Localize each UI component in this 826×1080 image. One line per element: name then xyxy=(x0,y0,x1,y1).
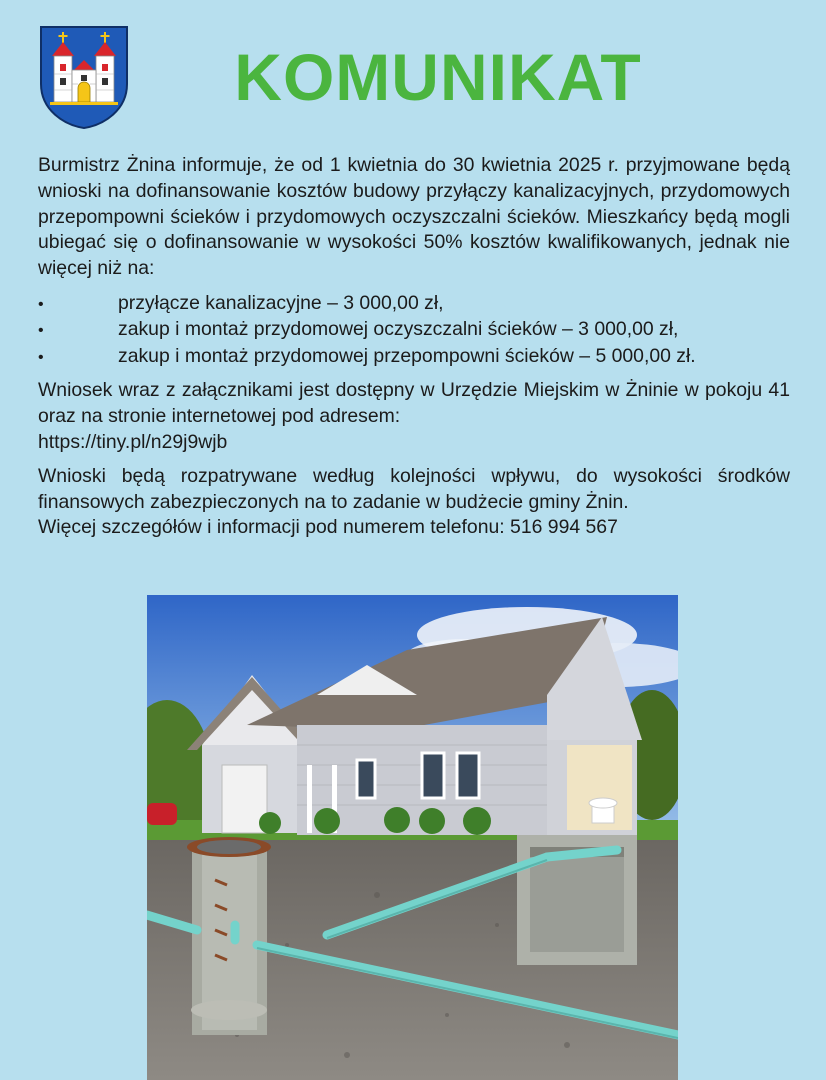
list-item xyxy=(38,317,790,344)
list-item-text: zakup i montaż przydomowej przepompowni ścieków – 5 000,00 zł. xyxy=(118,344,696,367)
bullet-icon: • xyxy=(38,295,44,313)
intro-paragraph: Burmistrz Żnina informuje, że od 1 kwietnia do 30 kwietnia 2025 r. przyjmowane będą wnioski na dofinansowanie kosztów budowy przyłączy kanalizacyjnych, przydomowych przepompowni ścieków i przydomowych oczyszczalni ścieków. Mieszkańcy będą mogli ubiegać się o dofinansowanie w wysokości 50% kosztów kwalifikowanych, jednak nie więcej niż na: xyxy=(38,154,790,280)
subsidy-list xyxy=(38,291,790,371)
application-link[interactable]: https://tiny.pl/n29j9wjb xyxy=(38,431,228,454)
bullet-icon: • xyxy=(38,322,44,340)
list-item-text: przyłącze kanalizacyjne – 3 000,00 zł, xyxy=(118,291,444,314)
bullet-icon: • xyxy=(38,348,44,366)
coat-of-arms-icon xyxy=(38,24,130,130)
application-paragraph: Wniosek wraz z załącznikami jest dostępny w Urzędzie Miejskim w Żninie w pokoju 41 oraz na stronie internetowej pod adresem: xyxy=(38,379,790,428)
page-title: KOMUNIKAT xyxy=(234,40,642,114)
list-item-text: zakup i montaż przydomowej oczyszczalni ścieków – 3 000,00 zł, xyxy=(118,318,679,341)
contact-line: Więcej szczegółów i informacji pod numerem telefonu: 516 994 567 xyxy=(38,516,618,539)
house-sewage-illustration xyxy=(147,595,678,1080)
announcement-body xyxy=(38,153,790,541)
list-item xyxy=(38,291,790,318)
review-paragraph: Wnioski będą rozpatrywane według kolejności wpływu, do wysokości środków finansowych zabezpieczonych na to zadanie w budżecie gminy Żnin. xyxy=(38,464,790,513)
list-item xyxy=(38,344,790,371)
